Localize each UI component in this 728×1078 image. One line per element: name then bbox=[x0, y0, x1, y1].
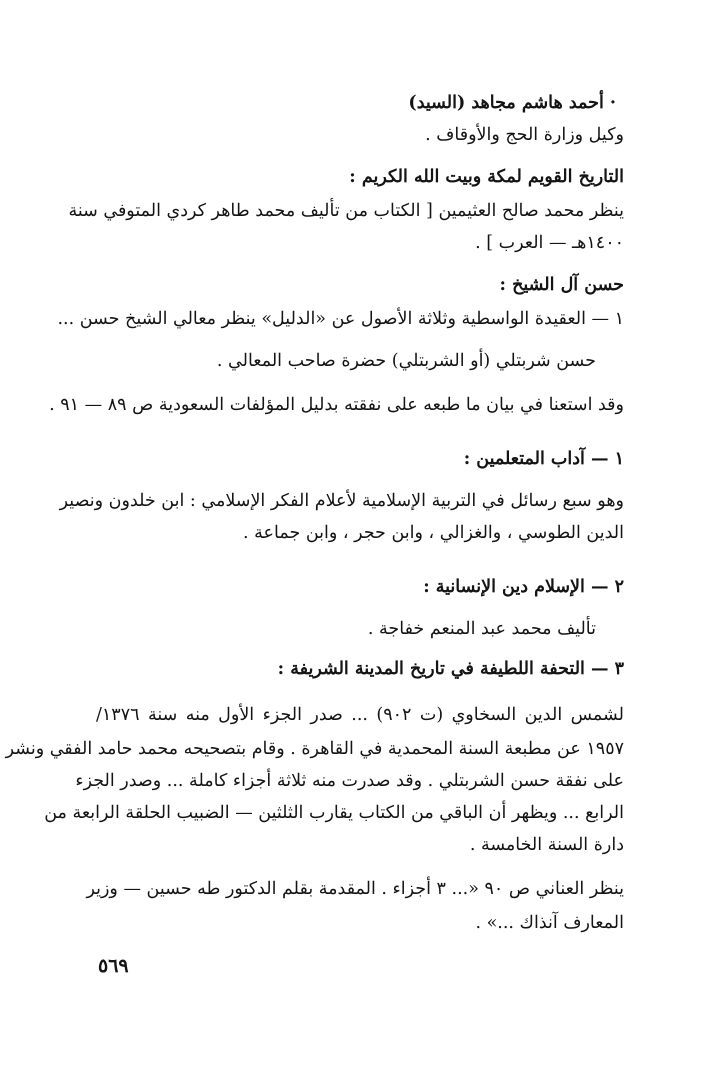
book-title-tuhfa-latifa: ٣ — التحفة اللطيفة في تاريخ المدينة الشريفة : bbox=[277, 659, 624, 679]
book-title-adab-mutaallimin: ١ — آداب المتعلمين : bbox=[463, 449, 624, 469]
entry-heading-hasan-al-shaykh: حسن آل الشيخ : bbox=[499, 275, 624, 295]
book-title-tarikh-qawim: التاريخ القويم لمكة وبيت الله الكريم : bbox=[349, 167, 624, 187]
entry-heading-ahmad-hashim-mujahid: · أحمد هاشم مجاهد (السيد) bbox=[408, 93, 616, 113]
book-title-islam-din-insaniya: ٢ — الإسلام دين الإنسانية : bbox=[423, 577, 624, 597]
entry-description-ministry: وكيل وزارة الحج والأوقاف . bbox=[425, 125, 624, 145]
text-line: ١٩٥٧ عن مطبعة السنة المحمدية في القاهرة . وقام بتصحيحه محمد حامد الفقي ونشر bbox=[5, 739, 624, 759]
text-line: تأليف محمد عبد المنعم خفاجة . bbox=[367, 619, 596, 639]
text-line: وهو سبع رسائل في التربية الإسلامية لأعلام الفكر الإسلامي : ابن خلدون ونصير bbox=[59, 491, 624, 511]
book-entry-aqida-wasitiya: ١ — العقيدة الواسطية وثلاثة الأصول عن «الدليل» ينظر معالي الشيخ حسن ... bbox=[57, 309, 624, 329]
text-line: ينظر محمد صالح العثيمين [ الكتاب من تأليف محمد طاهر كردي المتوفي سنة bbox=[68, 201, 624, 221]
text-line: ينظر العناني ص ٩٠ «... ٣ أجزاء . المقدمة بقلم الدكتور طه حسين — وزير bbox=[86, 879, 624, 899]
text-line: الدين الطوسي ، والغزالي ، وابن حجر ، وابن جماعة . bbox=[243, 523, 624, 543]
text-line: المعارف آنذاك ...» . bbox=[475, 913, 624, 933]
text-line: على نفقة حسن الشربتلي . وقد صدرت منه ثلاثة أجزاء كاملة ... وصدر الجزء bbox=[75, 771, 624, 791]
text-line: وقد استعنا في بيان ما طبعه على نفقته بدليل المؤلفات السعودية ص ٨٩ — ٩١ . bbox=[49, 395, 624, 415]
entry-heading-hasan-sharbatli: حسن شربتلي (أو الشربتلي) حضرة صاحب المعالي . bbox=[216, 351, 596, 371]
text-line: لشمس الدين السخاوي (ت ٩٠٢) ... صدر الجزء الأول منه سنة ١٣٧٦/ bbox=[96, 705, 624, 725]
page-number: ٥٦٩ bbox=[98, 955, 129, 977]
text-line: دارة السنة الخامسة . bbox=[469, 835, 624, 855]
text-line: ١٤٠٠هـ — العرب ] . bbox=[475, 233, 624, 253]
text-line: الرابع ... ويظهر أن الباقي من الكتاب يقارب الثلثين — الضبيب الحلقة الرابعة من bbox=[44, 803, 624, 823]
